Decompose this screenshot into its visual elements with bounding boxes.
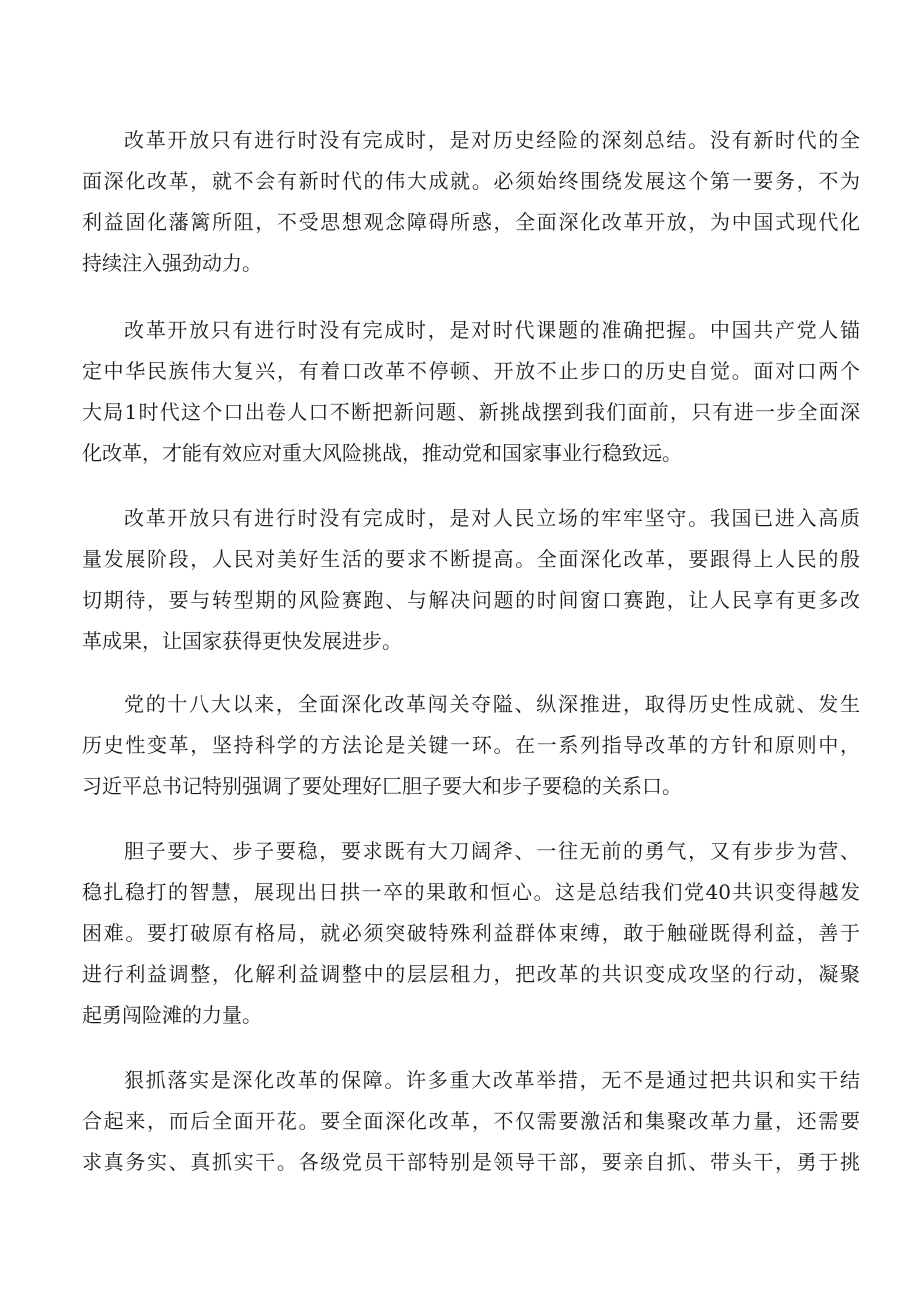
paragraph-line: 党的十八大以来，全面深化改革闯关夺隘、纵深推进，取得历史性成就、发生 xyxy=(124,692,860,716)
paragraph-line: 胆子要大、步子要稳，要求既有大刀阔斧、一往无前的勇气，又有步步为营、 xyxy=(124,839,860,863)
paragraph-line: 合起来，而后全面开花。要全面深化改革，不仅需要激活和集聚改革力量，还需要 xyxy=(82,1109,860,1133)
paragraph-line: 大局1时代这个口出卷人口不断把新问题、新挑战摆到我们面前，只有进一步全面深 xyxy=(82,400,860,424)
paragraph-line: 化改革，才能有效应对重大风险挑战，推动党和国家事业行稳致远。 xyxy=(82,441,682,465)
paragraph-line: 困难。要打破原有格局，就必须突破特殊利益群体束缚，敢于触碰既得利益，善于 xyxy=(82,921,860,945)
paragraph-6 xyxy=(82,1060,860,1183)
paragraph-line: 改革开放只有进行时没有完成时，是对历史经险的深刻总结。没有新时代的全 xyxy=(124,128,860,152)
paragraph-line: 利益固化藩篱所阻，不受思想观念障碍所惑，全面深化改革开放，为中国式现代化 xyxy=(82,210,860,234)
paragraph-line: 面深化改革，就不会有新时代的伟大成就。必须始终围绕发展这个第一要务，不为 xyxy=(82,169,860,193)
paragraph-line: 求真务实、真抓实干。各级党员干部特别是领导干部，要亲自抓、带头干，勇于挑 xyxy=(82,1150,860,1174)
paragraph-4 xyxy=(82,684,860,807)
paragraph-line: 历史性变革，坚持科学的方法论是关键一环。在一系列指导改革的方针和原则中， xyxy=(82,733,860,757)
paragraph-line: 持续注入强劲动力。 xyxy=(82,251,262,275)
paragraph-line: 起勇闯险滩的力量。 xyxy=(82,1003,262,1027)
paragraph-line: 改革开放只有进行时没有完成时，是对时代课题的准确把握。中国共产党人锚 xyxy=(124,318,860,342)
paragraph-line: 改革开放只有进行时没有完成时，是对人民立场的牢牢坚守。我国已进入高质 xyxy=(124,506,860,530)
paragraph-5 xyxy=(82,831,860,1036)
paragraph-line: 习近平总书记特别强调了要处理好匚胆子要大和步子要稳的关系口。 xyxy=(82,774,682,798)
paragraph-3 xyxy=(82,498,860,662)
paragraph-1 xyxy=(82,120,860,284)
paragraph-2 xyxy=(82,310,860,474)
paragraph-line: 革成果，让国家获得更快发展进步。 xyxy=(82,629,402,653)
paragraph-line: 定中华民族伟大复兴，有着口改革不停顿、开放不止步口的历史自觉。面对口两个 xyxy=(82,359,860,383)
paragraph-line: 稳扎稳打的智慧，展现出日拱一卒的果敢和恒心。这是总结我们党40共识变得越发 xyxy=(82,880,860,904)
paragraph-line: 切期待，要与转型期的风险赛跑、与解决问题的时间窗口赛跑，让人民享有更多改 xyxy=(82,588,860,612)
paragraph-line: 狠抓落实是深化改革的保障。许多重大改革举措，无不是通过把共识和实干结 xyxy=(124,1068,860,1092)
paragraph-line: 量发展阶段，人民对美好生活的要求不断提高。全面深化改革，要跟得上人民的殷 xyxy=(82,547,860,571)
paragraph-line: 进行利益调整，化解利益调整中的层层租力，把改革的共识变成攻坚的行动，凝聚 xyxy=(82,962,860,986)
